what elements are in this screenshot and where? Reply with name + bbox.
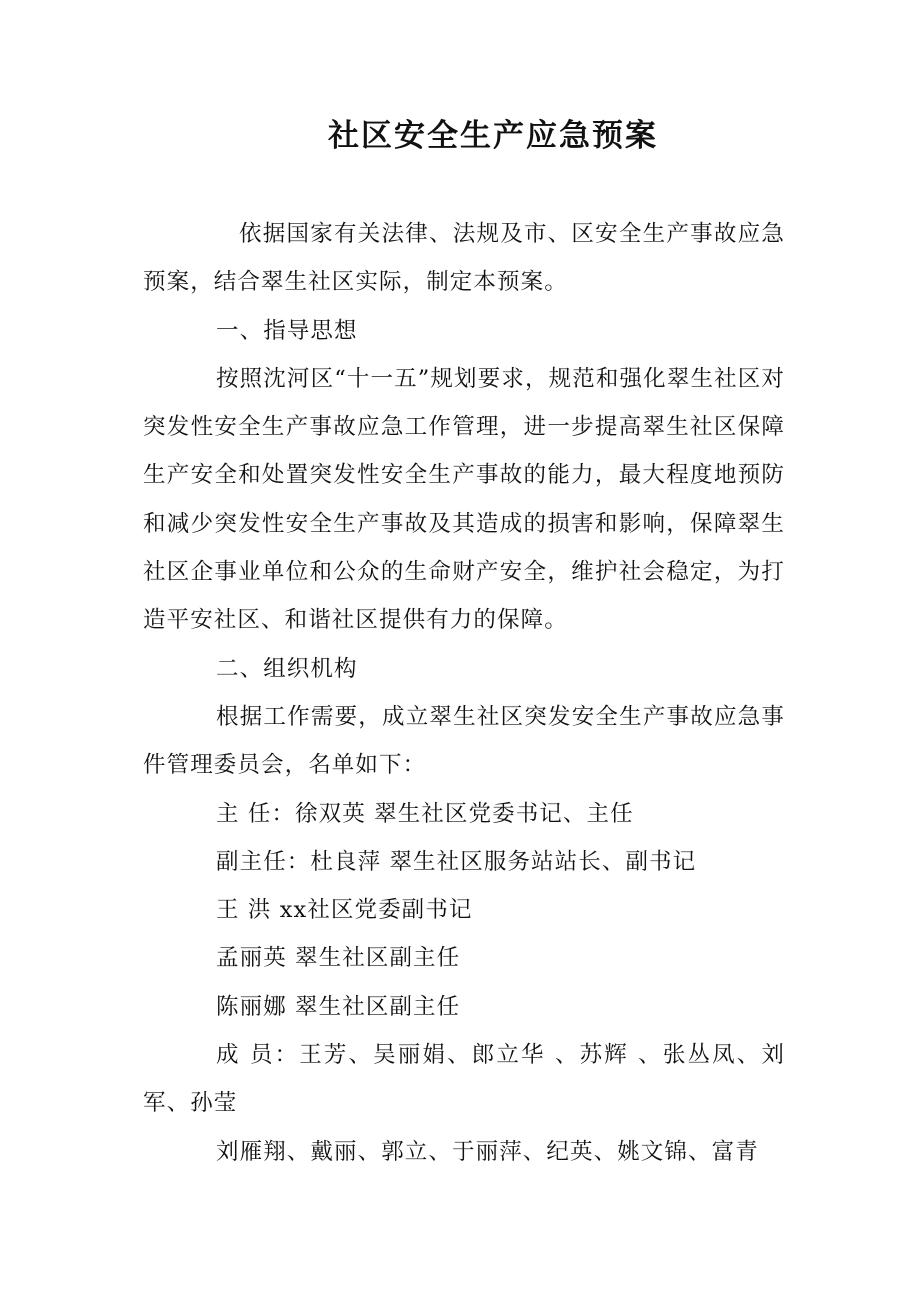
member-line-wang-hong: 王 洪 xx社区党委副书记 [216,897,473,924]
section-heading-guiding-ideology: 一、指导思想 [216,317,358,344]
member-line-chen-lina: 陈丽娜 翠生社区副主任 [216,993,461,1020]
member-line-meng-liying: 孟丽英 翠生社区副主任 [216,945,461,972]
organization-paragraph: 根据工作需要，成立翠生社区突发安全生产事故应急事件管理委员会，名单如下： [143,703,785,779]
member-line-director: 主 任：徐双英 翠生社区党委书记、主任 [216,800,634,827]
member-line-members: 成 员：王芳、吴丽娟、郎立华 、苏辉 、张丛凤、刘军、孙莹 [143,1042,785,1117]
member-line-more-members: 刘雁翔、戴丽、郭立、于丽萍、纪英、姚文锦、富青 [216,1138,759,1165]
document-body [143,210,785,1176]
section-heading-organization: 二、组织机构 [216,655,358,682]
intro-paragraph: 依据国家有关法律、法规及市、区安全生产事故应急预案，结合翠生社区实际，制定本预案。 [143,221,785,296]
document-title: 社区安全生产应急预案 [328,118,658,154]
guiding-ideology-paragraph: 按照沈河区“十一五”规划要求，规范和强化翠生社区对突发性安全生产事故应急工作管理，进一步提高翠生社区保障生产安全和处置突发性安全生产事故的能力，最大程度地预防和减少突发性安全生产事故及其造成的损害和影响，保障翠生社区企事业单位和公众的生命财产安全，维护社会稳定，为打造平安社区、和谐社区提供有力的保障。 [143,365,785,634]
member-line-deputy-director: 副主任：杜良萍 翠生社区服务站站长、副书记 [216,848,697,875]
